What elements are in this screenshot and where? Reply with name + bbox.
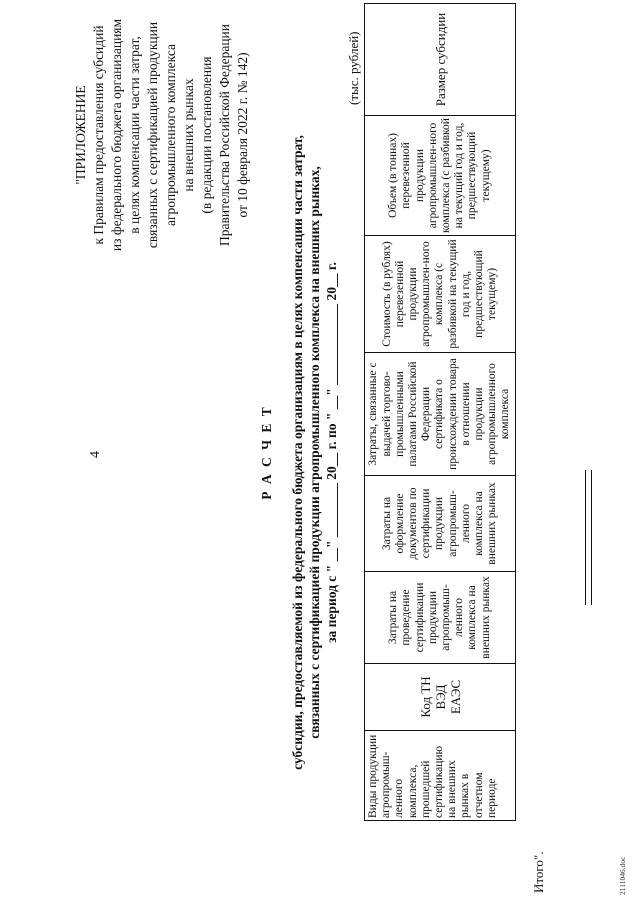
total-label: Итого". [531,851,546,893]
appendix-line: связанных с сертификацией продукции [145,21,160,249]
appendix-line: к Правилам предоставления субсидий [91,25,106,245]
table-header-row [365,4,516,821]
appendix-line: (в редакции постановления [199,56,214,214]
header-cell: Размер субсидии [365,4,516,116]
file-footnote: 2111046.doc [618,856,627,895]
units-label: (тыс. рублей) [346,31,361,105]
appendix-line: Правительства Российской Федерации [217,24,232,246]
appendix-line: "ПРИЛОЖЕНИЕ [73,85,88,185]
separator-line [591,470,592,605]
title-heading: Р А С Ч Е Т [259,405,274,500]
page-number: 4 [88,451,103,458]
appendix-line: агропромышленного комплекса [163,44,178,226]
header-cell: Затраты на проведение сертификации продукции агропромыш-ленного комплекса на внешних рынках [365,572,516,664]
title-line: субсидии, предоставляемой из федерального бюджета организациям в целях компенсации части затрат, [290,135,305,770]
header-cell: Виды продукции агропромыш-ленного комплекса, прошедшей сертификацию на внешних рынках в отчетном периоде [365,731,516,821]
header-cell: Затраты, связанные с выдачей торгово-промышленными палатами Российской Федерации сертификата о происхождении товара в отношении продукции агропромышленного комплекса [365,353,516,476]
appendix-line: от 10 февраля 2022 г. № 142) [235,52,250,218]
calculation-table [364,3,516,821]
header-cell: Затраты на оформление документов по сертификации продукции агропромыш-ленного комплекса на внешних рынках [365,476,516,572]
header-cell: Стоимость (в рублях) перевезенной продукции агропромышлен-ного комплекса (с разбивкой на текущий год и год, предшествующий текущему) [365,236,516,353]
document-title [258,0,340,905]
appendix-line: в целях компенсации части затрат, [127,36,142,234]
appendix-line: из федерального бюджета организациям [109,18,124,252]
appendix-line: на внешних рынках [181,78,196,192]
header-cell: Код ТН ВЭД ЕАЭС [365,664,516,731]
separator-line [585,470,586,605]
header-cell: Объем (в тоннах) перевезенной продукции агропромышлен-ного комплекса (с разбивкой на текущий год и год, предшествующий текущему) [365,116,516,236]
title-period: за период с " __" ________ 20__ г. по " __" ____________ 20__ г. [324,262,339,643]
appendix-block [72,5,252,265]
title-line: связанных с сертификацией продукции агропромышленного комплекса на внешних рынках, [307,166,322,739]
